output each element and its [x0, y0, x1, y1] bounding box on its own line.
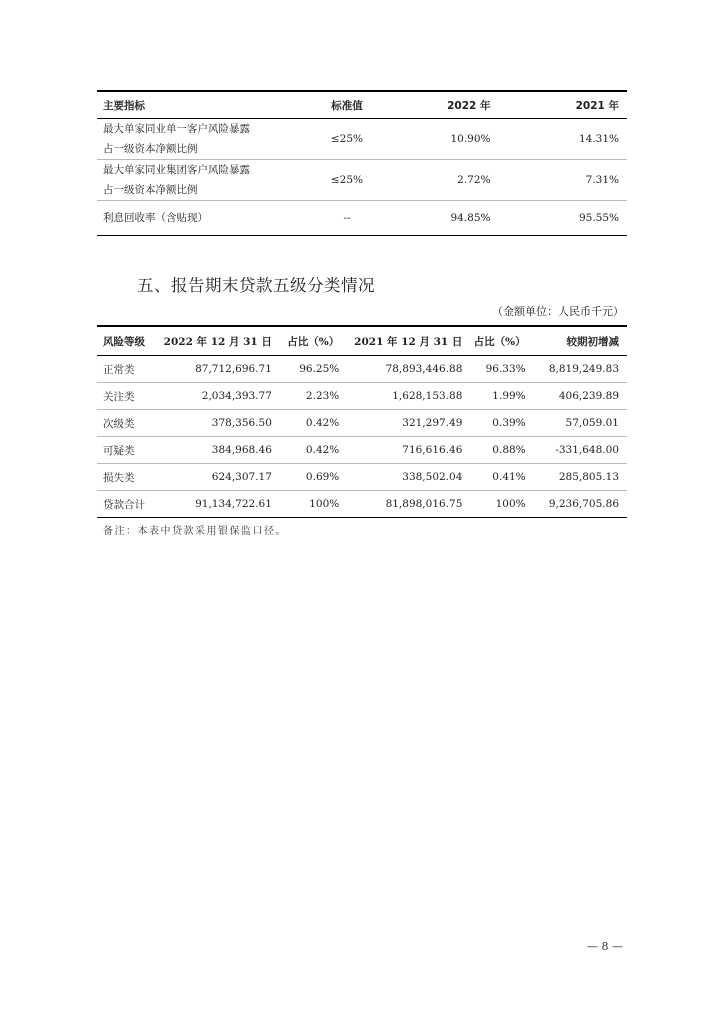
standard-value: ≤25% — [310, 119, 384, 160]
header-indicator: 主要指标 — [97, 91, 310, 119]
header-2022: 2022 年 — [384, 91, 495, 119]
table-header-row — [97, 326, 627, 356]
value-2021: 14.31% — [495, 119, 627, 160]
indicator-line2: 占一级资本净额比例 — [103, 143, 198, 155]
value-2022: 2.72% — [384, 160, 495, 201]
section-title: 五、报告期末贷款五级分类情况 — [137, 276, 375, 295]
amount-2022: 378,356.50 — [160, 410, 276, 437]
indicator-cell — [97, 160, 310, 201]
header-change: 较期初增减 — [530, 326, 627, 356]
ratio-2021: 1.99% — [466, 383, 529, 410]
ratio-2021: 0.88% — [466, 437, 529, 464]
amount-2021: 81,898,016.75 — [385, 498, 463, 510]
table-row — [97, 201, 627, 236]
ratio-2021: 100% — [495, 498, 526, 510]
table-row — [97, 410, 627, 437]
change-amount: 8,819,249.83 — [530, 356, 627, 383]
footnote: 备注：本表中贷款采用银保监口径。 — [103, 526, 287, 537]
page-number: — 8 — — [587, 940, 623, 953]
header-2022-date: 2022 年 12 月 31 日 — [160, 326, 276, 356]
header-risk-grade: 风险等级 — [97, 326, 160, 356]
header-2021-date: 2021 年 12 月 31 日 — [343, 326, 466, 356]
indicator-line2: 占一级资本净额比例 — [103, 184, 198, 196]
table-row — [97, 383, 627, 410]
table-row — [97, 464, 627, 491]
unit-note: （金额单位：人民币千元） — [492, 305, 624, 318]
ratio-2022: 0.42% — [276, 437, 343, 464]
ratio-2021: 96.33% — [466, 356, 529, 383]
amount-2022: 624,307.17 — [160, 464, 276, 491]
ratio-2021: 0.41% — [466, 464, 529, 491]
ratio-2021: 0.39% — [466, 410, 529, 437]
amount-2021: 78,893,446.88 — [343, 356, 466, 383]
ratio-2022: 0.42% — [276, 410, 343, 437]
ratio-2022: 96.25% — [276, 356, 343, 383]
table-header-row — [97, 91, 627, 119]
indicator-line1: 最大单家同业单一客户风险暴露 — [103, 123, 250, 135]
table-row — [97, 437, 627, 464]
value-2022: 10.90% — [384, 119, 495, 160]
table-row — [97, 119, 627, 160]
change-amount: 406,239.89 — [530, 383, 627, 410]
change-amount: 285,805.13 — [530, 464, 627, 491]
amount-2022: 2,034,393.77 — [160, 383, 276, 410]
value-2022: 94.85% — [450, 212, 491, 224]
standard-value: -- — [343, 212, 351, 224]
grade-cell: 贷款合计 — [103, 498, 145, 511]
loan-classification-table — [97, 325, 627, 518]
header-2021: 2021 年 — [495, 91, 627, 119]
risk-indicator-table — [97, 90, 627, 236]
grade-cell: 正常类 — [97, 356, 160, 383]
amount-2021: 716,616.46 — [343, 437, 466, 464]
ratio-2022: 100% — [309, 498, 340, 510]
value-2021: 7.31% — [495, 160, 627, 201]
table-row — [97, 160, 627, 201]
amount-2021: 338,502.04 — [343, 464, 466, 491]
grade-cell: 关注类 — [97, 383, 160, 410]
indicator-line1: 最大单家同业集团客户风险暴露 — [103, 164, 250, 176]
standard-value: ≤25% — [310, 160, 384, 201]
indicator-cell: 利息回收率（含贴现） — [103, 212, 208, 224]
change-amount: 57,059.01 — [530, 410, 627, 437]
header-ratio-2021: 占比（%） — [466, 326, 529, 356]
change-amount: -331,648.00 — [530, 437, 627, 464]
amount-2022: 91,134,722.61 — [195, 498, 272, 510]
amount-2022: 87,712,696.71 — [160, 356, 276, 383]
value-2021: 95.55% — [578, 212, 619, 224]
grade-cell: 次级类 — [97, 410, 160, 437]
ratio-2022: 2.23% — [276, 383, 343, 410]
amount-2021: 1,628,153.88 — [343, 383, 466, 410]
amount-2021: 321,297.49 — [343, 410, 466, 437]
ratio-2022: 0.69% — [276, 464, 343, 491]
table-row-total — [97, 491, 627, 518]
header-ratio-2022: 占比（%） — [276, 326, 343, 356]
grade-cell: 可疑类 — [97, 437, 160, 464]
indicator-cell — [97, 119, 310, 160]
grade-cell: 损失类 — [97, 464, 160, 491]
header-standard: 标准值 — [310, 91, 384, 119]
table-row — [97, 356, 627, 383]
amount-2022: 384,968.46 — [160, 437, 276, 464]
change-amount: 9,236,705.86 — [548, 498, 619, 510]
